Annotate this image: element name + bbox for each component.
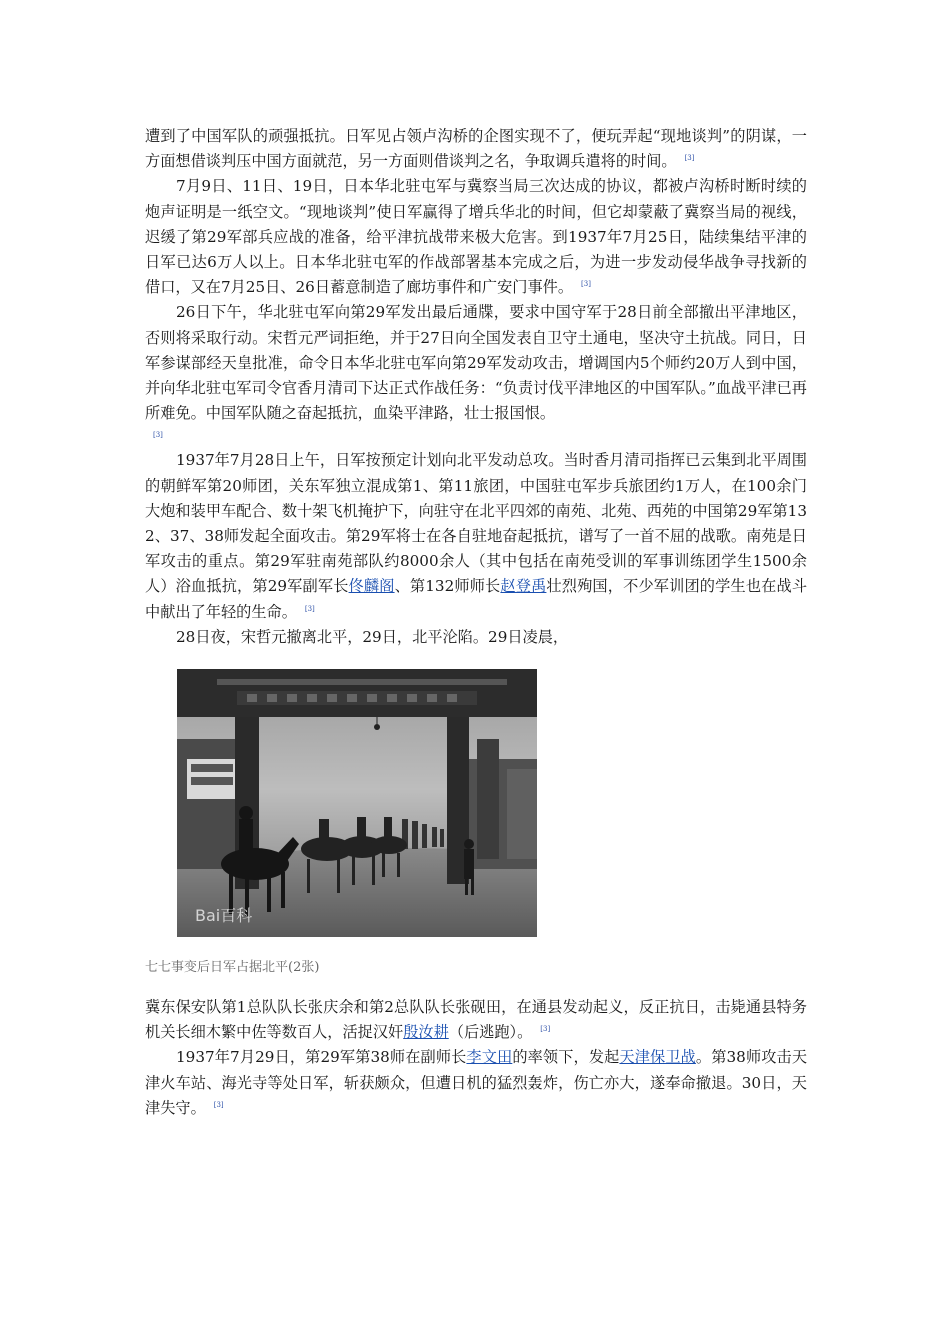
link-yin-rugeng[interactable]: 殷汝耕 bbox=[403, 1023, 449, 1042]
paragraph-2-text: 7月9日、11日、19日，日本华北驻屯军与冀察当局三次达成的协议，都被卢沟桥时断时续的炮声证明是一纸空文。“现地谈判”使日军赢得了增兵华北的时间，但它却蒙蔽了冀察当局的视线，迟缓了第29军部兵应战的准备，给平津抗战带来极大危害。到1937年7月25日，陆续集结平津的日军已达6万人以上。日本华北驻屯军的作战部署基本完成之后，为进一步发动侵华战争寻找新的借口，又在7月25日、26日蓄意制造了廊坊事件和广安门事件。 bbox=[145, 177, 807, 297]
historical-photo[interactable] bbox=[177, 669, 537, 937]
link-tianjin-defense[interactable]: 天津保卫战 bbox=[619, 1048, 696, 1067]
photo-caption[interactable]: 七七事变后日军占据北平(2张) bbox=[145, 960, 320, 976]
citation-ref[interactable]: [3] bbox=[581, 280, 591, 289]
paragraph-7 bbox=[145, 1045, 807, 1121]
paragraph-6-text-b: （后逃跑）。 bbox=[448, 1023, 533, 1042]
paragraph-6-text-a: 冀东保安队第1总队队长张庆余和第2总队队长张砚田，在通县发动起义，反正抗日，击毙通县特务机关长细木繁中佐等数百人，活捉汉奸 bbox=[145, 998, 807, 1042]
paragraph-7-text-c: 。第38师攻击天津火车站、海光寺等处日军，斩获颇众，但遭日机的猛烈轰炸，伤亡亦大，遂奉命撤退。30日，天津失守。 bbox=[145, 1048, 808, 1117]
paragraph-4-text-b: 、第132师师长 bbox=[394, 577, 501, 596]
paragraph-5 bbox=[145, 625, 807, 650]
link-li-wentian[interactable]: 李文田 bbox=[466, 1048, 513, 1067]
photo-watermark: Bai百科 bbox=[195, 906, 253, 926]
link-zhao-dengyu[interactable]: 赵登禹 bbox=[500, 577, 547, 596]
citation-ref[interactable]: [3] bbox=[213, 1100, 224, 1109]
paragraph-7-text-b: 的率领下，发起 bbox=[512, 1048, 620, 1067]
paragraph-2 bbox=[145, 174, 807, 300]
photo-cavalry-icon bbox=[177, 669, 537, 937]
citation-ref[interactable]: [3] bbox=[153, 431, 163, 440]
paragraph-5-text: 28日夜，宋哲元撤离北平，29日，北平沦陷。29日凌晨， bbox=[176, 627, 569, 646]
citation-ref[interactable]: [3] bbox=[304, 604, 315, 613]
link-tong-linge[interactable]: 佟麟阁 bbox=[348, 577, 395, 596]
paragraph-4-text-c: 壮烈殉国，不少军训团的学生也在战斗中献出了年轻的生命。 bbox=[145, 577, 808, 621]
citation-ref[interactable]: [3] bbox=[540, 1025, 551, 1034]
paragraph-4 bbox=[145, 448, 807, 624]
paragraph-7-text-a: 1937年7月29日，第29军第38师在副师长 bbox=[176, 1048, 467, 1067]
paragraph-4-text-a: 1937年7月28日上午，日军按预定计划向北平发动总攻。当时香月清司指挥已云集到北平周围的朝鲜军第20师团，关东军独立混成第1、第11旅团，中国驻屯军步兵旅团约1万人，在100余门大炮和装甲车配合、数十架飞机掩护下，向驻守在北平四郊的南苑、北苑、西苑的中国第29军第132、37、38师发起全面攻击。第29军将士在各自驻地奋起抵抗，谱写了一首不屈的战歌。南苑是日军攻击的重点。第29军驻南苑部队约8000余人（其中包括在南苑受训的军事训练团学生1500余人）浴血抵抗，第29军副军长 bbox=[145, 451, 807, 596]
paragraph-3 bbox=[145, 300, 807, 426]
paragraph-1 bbox=[145, 124, 807, 174]
citation-ref[interactable]: [3] bbox=[684, 154, 695, 163]
document-page bbox=[145, 124, 807, 1121]
paragraph-1-text: 遭到了中国军队的顽强抵抗。日军见占领卢沟桥的企图实现不了，便玩弄起“现地谈判”的阴谋，一方面想借谈判压中国方面就范，另一方面则借谈判之名，争取调兵遣将的时间。 bbox=[145, 127, 807, 171]
paragraph-6 bbox=[145, 995, 807, 1045]
paragraph-3-text: 26日下午，华北驻屯军向第29军发出最后通牒，要求中国守军于28日前全部撤出平津地区，否则将采取行动。宋哲元严词拒绝，并于27日向全国发表自卫守土通电，坚决守土抗战。同日，日军参谋部经天皇批准，命令日本华北驻屯军向第29军发动攻击，增调国内5个师约20万人到中国，并向华北驻屯军司令官香月清司下达正式作战任务：“负责讨伐平津地区的中国军队。”血战平津已再所难免。中国军队随之奋起抵抗，血染平津路，壮士报国恨。 bbox=[145, 303, 807, 423]
